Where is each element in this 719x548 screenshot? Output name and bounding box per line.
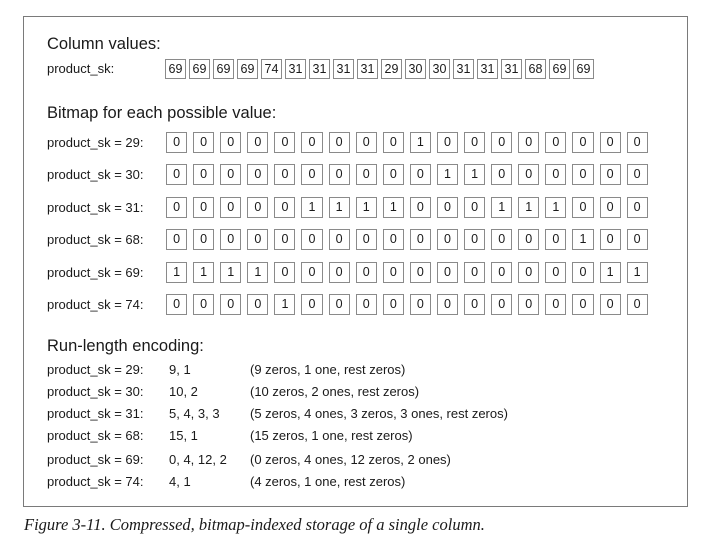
bitmap-cell: 1 <box>166 262 187 283</box>
bitmap-cell: 0 <box>383 132 404 153</box>
bitmap-cell: 0 <box>193 197 214 218</box>
bitmap-cell: 0 <box>274 262 295 283</box>
bitmap-cell: 0 <box>545 262 566 283</box>
bitmap-cell: 1 <box>220 262 241 283</box>
bitmap-cell: 1 <box>518 197 539 218</box>
bitmap-cell: 0 <box>301 229 322 250</box>
bitmap-cell: 0 <box>383 262 404 283</box>
bitmap-cell: 0 <box>410 294 431 315</box>
bitmap-cell: 0 <box>166 229 187 250</box>
column-value-cell: 69 <box>237 59 258 79</box>
bitmap-cell: 0 <box>383 229 404 250</box>
bitmap-cell: 0 <box>383 164 404 185</box>
rle-description: (10 zeros, 2 ones, rest zeros) <box>250 384 420 399</box>
bitmap-cell: 0 <box>410 164 431 185</box>
rle-description: (4 zeros, 1 one, rest zeros) <box>250 474 406 489</box>
rle-heading: Run-length encoding: <box>47 337 204 355</box>
bitmap-heading: Bitmap for each possible value: <box>47 104 277 122</box>
bitmap-cell: 1 <box>301 197 322 218</box>
bitmap-cell: 0 <box>329 262 350 283</box>
rle-code: 9, 1 <box>169 362 191 377</box>
bitmap-cell: 0 <box>166 294 187 315</box>
bitmap-cell: 0 <box>356 132 377 153</box>
bitmap-row <box>166 294 648 315</box>
column-values-heading: Column values: <box>47 35 161 53</box>
bitmap-cell: 0 <box>518 294 539 315</box>
bitmap-cell: 0 <box>437 229 458 250</box>
rle-code: 0, 4, 12, 2 <box>169 452 227 467</box>
bitmap-cell: 1 <box>383 197 404 218</box>
bitmap-cell: 0 <box>166 132 187 153</box>
column-value-cell: 31 <box>285 59 306 79</box>
bitmap-row-label: product_sk = 29: <box>47 135 144 150</box>
bitmap-cell: 0 <box>356 164 377 185</box>
bitmap-cell: 0 <box>518 229 539 250</box>
bitmap-cell: 0 <box>220 294 241 315</box>
rle-code: 10, 2 <box>169 384 198 399</box>
bitmap-cell: 0 <box>383 294 404 315</box>
bitmap-cell: 0 <box>247 132 268 153</box>
bitmap-cell: 1 <box>193 262 214 283</box>
bitmap-cell: 0 <box>356 262 377 283</box>
bitmap-cell: 0 <box>437 262 458 283</box>
bitmap-cell: 0 <box>545 229 566 250</box>
bitmap-cell: 1 <box>437 164 458 185</box>
bitmap-cell: 0 <box>572 262 593 283</box>
bitmap-cell: 1 <box>572 229 593 250</box>
bitmap-row-label: product_sk = 31: <box>47 200 144 215</box>
bitmap-cell: 0 <box>274 229 295 250</box>
bitmap-cell: 0 <box>166 164 187 185</box>
column-value-cell: 31 <box>309 59 330 79</box>
bitmap-cell: 0 <box>437 197 458 218</box>
bitmap-cell: 0 <box>274 132 295 153</box>
bitmap-cell: 0 <box>301 262 322 283</box>
column-value-cell: 69 <box>549 59 570 79</box>
bitmap-row <box>166 132 648 153</box>
rle-code: 4, 1 <box>169 474 191 489</box>
bitmap-cell: 1 <box>356 197 377 218</box>
bitmap-row-label: product_sk = 30: <box>47 167 144 182</box>
bitmap-cell: 0 <box>600 197 621 218</box>
rle-row-label: product_sk = 31: <box>47 406 144 421</box>
bitmap-cell: 0 <box>491 164 512 185</box>
bitmap-cell: 0 <box>274 164 295 185</box>
bitmap-cell: 1 <box>274 294 295 315</box>
column-value-cell: 31 <box>477 59 498 79</box>
bitmap-cell: 0 <box>491 229 512 250</box>
column-value-cell: 69 <box>213 59 234 79</box>
bitmap-cell: 0 <box>247 294 268 315</box>
bitmap-cell: 0 <box>572 294 593 315</box>
bitmap-cell: 0 <box>437 132 458 153</box>
rle-row-label: product_sk = 74: <box>47 474 144 489</box>
bitmap-cell: 0 <box>356 294 377 315</box>
bitmap-cell: 0 <box>247 229 268 250</box>
column-values-label: product_sk: <box>47 61 115 76</box>
bitmap-row-label: product_sk = 69: <box>47 265 144 280</box>
bitmap-row <box>166 262 648 283</box>
rle-description: (9 zeros, 1 one, rest zeros) <box>250 362 406 377</box>
bitmap-cell: 0 <box>518 164 539 185</box>
bitmap-row-label: product_sk = 74: <box>47 297 144 312</box>
bitmap-cell: 0 <box>356 229 377 250</box>
bitmap-cell: 0 <box>600 229 621 250</box>
bitmap-cell: 0 <box>464 229 485 250</box>
bitmap-row-label: product_sk = 68: <box>47 232 144 247</box>
figure-caption: Figure 3-11. Compressed, bitmap-indexed storage of a single column. <box>24 515 485 534</box>
bitmap-cell: 0 <box>518 132 539 153</box>
bitmap-cell: 0 <box>220 132 241 153</box>
bitmap-cell: 0 <box>627 132 648 153</box>
bitmap-cell: 0 <box>464 262 485 283</box>
bitmap-cell: 0 <box>410 197 431 218</box>
column-value-cell: 31 <box>453 59 474 79</box>
bitmap-cell: 1 <box>410 132 431 153</box>
bitmap-cell: 0 <box>627 229 648 250</box>
bitmap-cell: 0 <box>600 132 621 153</box>
bitmap-cell: 0 <box>464 197 485 218</box>
bitmap-cell: 0 <box>220 197 241 218</box>
bitmap-cell: 0 <box>600 164 621 185</box>
bitmap-cell: 0 <box>193 164 214 185</box>
bitmap-cell: 0 <box>193 294 214 315</box>
bitmap-cell: 0 <box>274 197 295 218</box>
bitmap-cell: 0 <box>329 294 350 315</box>
bitmap-cell: 0 <box>464 294 485 315</box>
column-value-cell: 69 <box>573 59 594 79</box>
bitmap-cell: 0 <box>166 197 187 218</box>
rle-description: (5 zeros, 4 ones, 3 zeros, 3 ones, rest zeros) <box>250 406 508 421</box>
bitmap-cell: 0 <box>329 132 350 153</box>
rle-description: (15 zeros, 1 one, rest zeros) <box>250 428 413 443</box>
column-value-cell: 30 <box>405 59 426 79</box>
bitmap-cell: 0 <box>600 294 621 315</box>
bitmap-cell: 0 <box>491 294 512 315</box>
bitmap-cell: 0 <box>545 294 566 315</box>
bitmap-cell: 0 <box>464 132 485 153</box>
column-value-cell: 69 <box>189 59 210 79</box>
bitmap-cell: 0 <box>627 294 648 315</box>
bitmap-cell: 0 <box>410 262 431 283</box>
bitmap-cell: 1 <box>329 197 350 218</box>
bitmap-cell: 0 <box>572 164 593 185</box>
bitmap-cell: 0 <box>491 262 512 283</box>
rle-code: 5, 4, 3, 3 <box>169 406 220 421</box>
bitmap-cell: 0 <box>329 229 350 250</box>
bitmap-row <box>166 229 648 250</box>
column-value-cell: 31 <box>333 59 354 79</box>
rle-row-label: product_sk = 30: <box>47 384 144 399</box>
bitmap-cell: 1 <box>627 262 648 283</box>
bitmap-cell: 0 <box>410 229 431 250</box>
bitmap-cell: 0 <box>437 294 458 315</box>
rle-row-label: product_sk = 69: <box>47 452 144 467</box>
bitmap-cell: 1 <box>491 197 512 218</box>
bitmap-cell: 0 <box>247 197 268 218</box>
column-value-cell: 68 <box>525 59 546 79</box>
column-value-cell: 30 <box>429 59 450 79</box>
column-value-cell: 31 <box>501 59 522 79</box>
bitmap-cell: 0 <box>220 164 241 185</box>
bitmap-cell: 0 <box>572 197 593 218</box>
bitmap-cell: 0 <box>301 164 322 185</box>
bitmap-cell: 1 <box>600 262 621 283</box>
bitmap-cell: 0 <box>518 262 539 283</box>
bitmap-cell: 0 <box>301 132 322 153</box>
bitmap-cell: 0 <box>491 132 512 153</box>
bitmap-cell: 0 <box>572 132 593 153</box>
bitmap-cell: 0 <box>301 294 322 315</box>
column-value-cell: 69 <box>165 59 186 79</box>
bitmap-cell: 1 <box>464 164 485 185</box>
bitmap-cell: 0 <box>247 164 268 185</box>
bitmap-row <box>166 197 648 218</box>
rle-row-label: product_sk = 29: <box>47 362 144 377</box>
column-value-cell: 29 <box>381 59 402 79</box>
rle-code: 15, 1 <box>169 428 198 443</box>
bitmap-cell: 0 <box>193 229 214 250</box>
bitmap-row <box>166 164 648 185</box>
rle-description: (0 zeros, 4 ones, 12 zeros, 2 ones) <box>250 452 451 467</box>
bitmap-cell: 0 <box>220 229 241 250</box>
bitmap-cell: 0 <box>545 164 566 185</box>
column-value-cell: 31 <box>357 59 378 79</box>
bitmap-cell: 1 <box>545 197 566 218</box>
bitmap-cell: 0 <box>329 164 350 185</box>
bitmap-cell: 0 <box>545 132 566 153</box>
bitmap-cell: 1 <box>247 262 268 283</box>
bitmap-cell: 0 <box>627 164 648 185</box>
bitmap-cell: 0 <box>627 197 648 218</box>
bitmap-cell: 0 <box>193 132 214 153</box>
rle-row-label: product_sk = 68: <box>47 428 144 443</box>
column-values-cells <box>165 59 594 79</box>
column-value-cell: 74 <box>261 59 282 79</box>
